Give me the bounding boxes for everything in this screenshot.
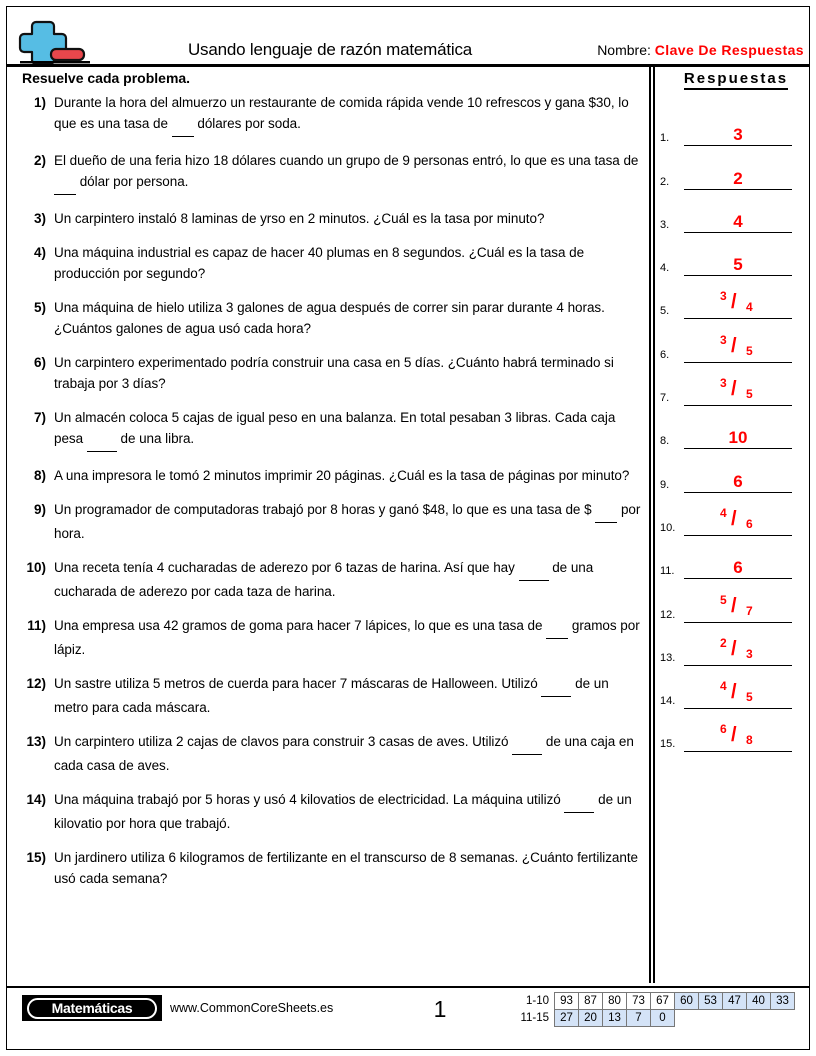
answer-number: 6. xyxy=(660,348,670,361)
answer-row xyxy=(660,276,812,319)
answer-number: 9. xyxy=(660,478,670,491)
problem-item xyxy=(14,789,644,834)
answer-row xyxy=(660,406,812,449)
score-cell: 87 xyxy=(579,993,603,1010)
answer-number: 15. xyxy=(660,738,676,751)
answer-number: 12. xyxy=(660,608,676,621)
answer-blank[interactable] xyxy=(87,430,117,452)
score-range-label: 11-15 xyxy=(520,1011,549,1024)
header-divider xyxy=(7,64,809,67)
answer-value: 10 xyxy=(728,428,748,448)
answer-value xyxy=(684,332,792,361)
answers-heading-label: Respuestas xyxy=(684,70,788,90)
problem-list xyxy=(14,92,644,902)
answer-value xyxy=(684,681,792,707)
score-cell: 40 xyxy=(747,993,771,1010)
problem-text: Un almacén coloca 5 cajas de igual peso en una balanza. En total pesaban 3 libras. Cada caja pesa de una libra. xyxy=(54,407,644,452)
answer-row xyxy=(660,579,812,622)
problem-number: 5) xyxy=(33,300,46,315)
fraction-numerator: 2 xyxy=(720,635,727,650)
score-table-row xyxy=(512,1010,795,1027)
problem-item xyxy=(14,242,644,284)
answer-number: 14. xyxy=(660,695,676,708)
fraction-slash-icon: / xyxy=(731,378,737,401)
page-number: 1 xyxy=(433,996,447,1022)
fraction xyxy=(718,592,758,621)
problem-item xyxy=(14,615,644,660)
answer-blank[interactable] xyxy=(541,675,571,697)
fraction-denominator: 6 xyxy=(746,516,753,531)
problem-text: Una máquina industrial es capaz de hacer 40 plumas en 8 segundos. ¿Cuál es la tasa de producción por segundo? xyxy=(54,245,585,281)
fraction-denominator: 7 xyxy=(746,603,753,618)
answer-value xyxy=(684,592,792,621)
answer-number: 3. xyxy=(660,218,670,231)
score-cell: 20 xyxy=(579,1010,603,1027)
problem-item xyxy=(14,731,644,776)
score-cell-empty xyxy=(675,1010,699,1027)
answer-value: 4 xyxy=(733,211,743,231)
answer-row xyxy=(660,233,812,276)
problem-item xyxy=(14,297,644,339)
problem-number: 4) xyxy=(33,245,46,260)
answer-row xyxy=(660,103,812,146)
score-cell: 7 xyxy=(627,1010,651,1027)
answer-blank[interactable] xyxy=(546,617,568,639)
problem-item xyxy=(14,557,644,602)
answer-blank[interactable] xyxy=(564,791,594,813)
answer-row xyxy=(660,536,812,579)
problem-number: 12) xyxy=(26,676,46,691)
fraction xyxy=(718,332,758,361)
problem-number: 3) xyxy=(33,211,46,226)
fraction-denominator: 4 xyxy=(746,300,753,315)
fraction-slash-icon: / xyxy=(731,291,737,314)
problem-text: Una receta tenía 4 cucharadas de aderezo por 6 tazas de harina. Así que hay de una cucharada de aderezo por cada taza de harina. xyxy=(54,560,594,599)
score-cell: 60 xyxy=(675,993,699,1010)
answer-number: 1. xyxy=(660,132,670,145)
brand-logo-label: Matemáticas xyxy=(51,1000,133,1016)
fraction-denominator: 5 xyxy=(746,690,753,705)
fraction-slash-icon: / xyxy=(731,637,737,660)
answer-value: 2 xyxy=(733,168,743,188)
answer-number: 8. xyxy=(660,435,670,448)
answer-row xyxy=(660,190,812,233)
score-cell-empty xyxy=(699,1010,723,1027)
answer-value: 6 xyxy=(733,558,743,578)
score-cell: 67 xyxy=(651,993,675,1010)
problem-number: 14) xyxy=(26,792,46,807)
fraction-denominator: 3 xyxy=(746,646,753,661)
plus-minus-logo-icon xyxy=(18,18,92,64)
score-cell: 0 xyxy=(651,1010,675,1027)
answer-number: 2. xyxy=(660,175,670,188)
problem-item xyxy=(14,673,644,718)
problem-text: Un carpintero instaló 8 laminas de yrso en 2 minutos. ¿Cuál es la tasa por minuto? xyxy=(54,211,545,226)
fraction xyxy=(718,635,758,664)
answer-number: 7. xyxy=(660,392,670,405)
brand-logo xyxy=(22,995,162,1021)
problem-text: El dueño de una feria hizo 18 dólares cuando un grupo de 9 personas entró, lo que es una tasa de dólar por persona. xyxy=(54,150,644,195)
fraction-denominator: 8 xyxy=(746,733,753,748)
name-field xyxy=(597,41,804,59)
fraction-denominator: 5 xyxy=(746,343,753,358)
problem-text: Un carpintero utiliza 2 cajas de clavos para construir 3 casas de aves. Utilizó de una caja en cada casa de aves. xyxy=(54,734,634,773)
answer-number: 5. xyxy=(660,305,670,318)
problem-number: 8) xyxy=(33,468,46,483)
score-cell: 73 xyxy=(627,993,651,1010)
score-cell: 47 xyxy=(723,993,747,1010)
problem-number: 6) xyxy=(33,355,46,370)
fraction-numerator: 5 xyxy=(720,592,727,607)
footer-divider xyxy=(7,986,809,988)
problem-number: 9) xyxy=(33,502,46,517)
answer-blank[interactable] xyxy=(519,559,549,581)
answers-heading xyxy=(663,70,809,87)
problem-item xyxy=(14,352,644,394)
answer-row xyxy=(660,449,812,492)
answer-row xyxy=(660,493,812,536)
fraction-numerator: 3 xyxy=(720,376,727,391)
problem-item xyxy=(14,208,644,229)
answer-blank[interactable] xyxy=(172,115,194,137)
fraction xyxy=(718,378,758,404)
score-table-row xyxy=(512,993,795,1010)
answer-number: 11. xyxy=(660,565,675,578)
score-cell: 13 xyxy=(603,1010,627,1027)
answer-value: 6 xyxy=(733,471,743,491)
fraction xyxy=(718,681,758,707)
problem-number: 13) xyxy=(26,734,46,749)
fraction-numerator: 4 xyxy=(720,679,727,694)
answer-blank[interactable] xyxy=(512,733,542,755)
problem-text: Una empresa usa 42 gramos de goma para hacer 7 lápices, lo que es una tasa de gramos por lápiz. xyxy=(54,618,640,657)
problem-number: 11) xyxy=(27,618,46,633)
fraction-slash-icon: / xyxy=(731,724,737,747)
fraction-slash-icon: / xyxy=(731,594,737,617)
answer-blank[interactable] xyxy=(54,173,76,195)
fraction xyxy=(718,505,758,534)
problem-item xyxy=(14,92,644,137)
problem-text: Un jardinero utiliza 6 kilogramos de fertilizante en el transcurso de 8 semanas. ¿Cuánto fertilizante usó cada semana? xyxy=(54,850,638,886)
answer-value xyxy=(684,505,792,534)
problem-number: 2) xyxy=(33,153,46,168)
directions-text: Resuelve cada problema. xyxy=(22,70,191,86)
fraction-numerator: 3 xyxy=(720,332,727,347)
answer-row xyxy=(660,363,812,406)
score-cell: 27 xyxy=(555,1010,579,1027)
fraction-slash-icon: / xyxy=(731,507,737,530)
score-cell: 80 xyxy=(603,993,627,1010)
fraction-denominator: 5 xyxy=(746,387,753,402)
name-label: Nombre: xyxy=(597,42,651,58)
problem-number: 15) xyxy=(26,850,46,865)
problem-item xyxy=(14,465,644,486)
score-cell: 93 xyxy=(555,993,579,1010)
answer-row xyxy=(660,146,812,189)
answer-blank[interactable] xyxy=(595,501,617,523)
answer-number: 13. xyxy=(660,651,676,664)
page-header xyxy=(10,14,806,64)
name-value: Clave De Respuestas xyxy=(654,42,804,58)
fraction-numerator: 3 xyxy=(720,289,727,304)
answer-value xyxy=(684,291,792,317)
problem-item xyxy=(14,150,644,195)
answer-row xyxy=(660,623,812,666)
fraction xyxy=(718,724,758,750)
problem-text: Un programador de computadoras trabajó por 8 horas y ganó $48, lo que es una tasa de $ por hora. xyxy=(54,502,641,541)
score-table xyxy=(512,992,795,1027)
score-cell: 33 xyxy=(771,993,795,1010)
answer-value xyxy=(684,724,792,750)
problem-text: Un carpintero experimentado podría construir una casa en 5 días. ¿Cuánto habrá terminado si trabaja por 3 días? xyxy=(54,355,614,391)
fraction-numerator: 6 xyxy=(720,722,727,737)
problem-text: Un sastre utiliza 5 metros de cuerda para hacer 7 máscaras de Halloween. Utilizó de un metro para cada máscara. xyxy=(54,676,609,715)
score-range-label: 1-10 xyxy=(525,994,549,1007)
site-url: www.CommonCoreSheets.es xyxy=(170,1001,334,1015)
fraction-slash-icon: / xyxy=(731,334,737,357)
score-table-grid xyxy=(512,992,795,1027)
answer-value xyxy=(684,378,792,404)
answer-key-list xyxy=(660,103,812,752)
score-cell: 53 xyxy=(699,993,723,1010)
problem-number: 10) xyxy=(26,560,46,575)
problem-item xyxy=(14,847,644,889)
problem-number: 7) xyxy=(33,410,46,425)
answer-value: 5 xyxy=(733,255,743,275)
answer-row xyxy=(660,709,812,752)
problem-item xyxy=(14,407,644,452)
fraction xyxy=(718,291,758,317)
brand-logo-pill xyxy=(27,998,157,1019)
score-cell-empty xyxy=(723,1010,747,1027)
problem-text: Una máquina trabajó por 5 horas y usó 4 kilovatios de electricidad. La máquina utilizó de un kilovatio por hora que trabajó. xyxy=(54,792,632,831)
answer-row xyxy=(660,666,812,709)
problem-number: 1) xyxy=(33,95,46,110)
score-cell-empty xyxy=(747,1010,771,1027)
answer-value xyxy=(684,635,792,664)
answer-value: 3 xyxy=(733,125,743,145)
answer-row xyxy=(660,319,812,362)
column-divider xyxy=(649,67,655,983)
score-cell-empty xyxy=(771,1010,795,1027)
page-title: Usando lenguaje de razón matemática xyxy=(187,40,473,59)
fraction-numerator: 4 xyxy=(720,505,727,520)
problem-text: A una impresora le tomó 2 minutos imprimir 20 páginas. ¿Cuál es la tasa de páginas por minuto? xyxy=(54,468,630,483)
problem-item xyxy=(14,499,644,544)
answer-number: 10. xyxy=(660,521,676,534)
answer-number: 4. xyxy=(660,262,670,275)
problem-text: Durante la hora del almuerzo un restaurante de comida rápida vende 10 refrescos y gana $30, lo que es una tasa de dólares por soda. xyxy=(54,92,644,137)
fraction-slash-icon: / xyxy=(731,681,737,704)
problem-text: Una máquina de hielo utiliza 3 galones de agua después de correr sin parar durante 4 horas. ¿Cuántos galones de agua usó cada hora? xyxy=(54,300,605,336)
answer-line[interactable] xyxy=(684,751,792,752)
